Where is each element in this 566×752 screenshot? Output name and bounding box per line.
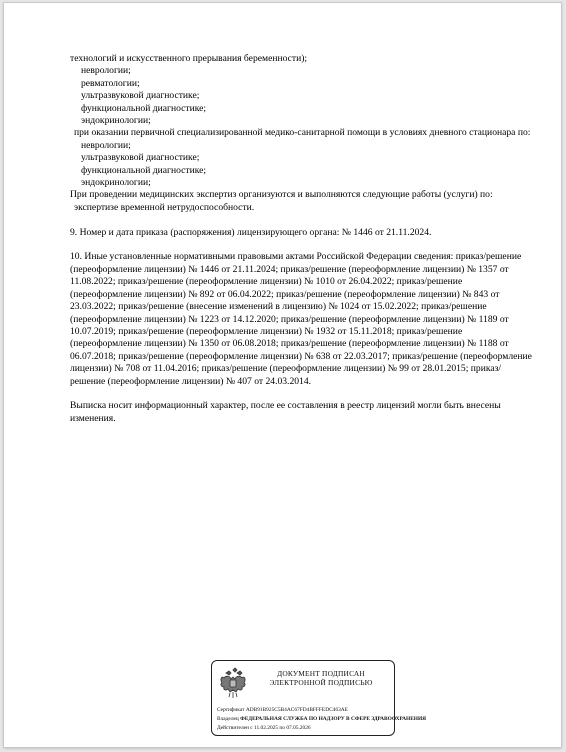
body-line [70,127,535,139]
stamp-title [252,669,390,687]
body-line: эндокринологии; [81,177,151,189]
body-line-text: при оказании первичной специализированной медико-санитарной помощи в условиях дневного стационара по: [74,127,531,139]
electronic-signature-stamp [211,660,427,736]
document-page [4,3,561,747]
body-line: эндокринологии; [81,115,151,127]
body-line: ультразвуковой диагностике; [81,152,200,164]
body-line: ревматологии; [81,77,140,89]
body-line: неврологии; [81,65,131,77]
body-line: При проведении медицинских экспертиз организуются и выполняются следующие работы (услуги) по: [70,189,493,201]
section-9: 9. Номер и дата приказа (распоряжения) лицензирующего органа: № 1446 от 21.11.2024. [70,226,432,238]
coat-of-arms-icon [218,666,248,700]
paragraph-gap [70,214,535,226]
paragraph-gap [70,388,535,400]
body-line: функциональной диагностике; [81,164,207,176]
body-line: технологий и искусственного прерывания беременности); [70,53,308,64]
section-10: 10. Иные установленные нормативными правовыми актами Российской Федерации сведения: приказ/решение (переоформление лицензии) № 1446 от 21.11.2024; приказ/решение (переоформление лицензии) № 1357 от 11.08.2022; приказ/решение (переоформление лицензии) № 1010 от 26.04.2022; приказ/решение (переоформление лицензии) № 892 от 06.04.2022; приказ/решение (переоформление лицензии) № 843 от 23.03.2022; приказ/решение (внесение изменений в лицензию) № 1024 от 15.02.2022; приказ/решение (переоформление лицензии) № 1223 от 14.12.2020; приказ/решение (переоформление лицензии) № 1189 от 10.07.2019; приказ/решение (переоформление лицензии) № 1932 от 15.11.2018; приказ/решение (переоформление лицензии) № 1350 от 06.08.2018; приказ/решение (переоформление лицензии) № 1188 от 06.07.2018; приказ/решение (переоформление лицензии) № 638 от 22.03.2017; приказ/решение (переоформление лицензии) № 708 от 11.04.2016; приказ/решение (переоформление лицензии) № 99 от 28.01.2015; приказ/решение (переоформление лицензии) № 407 от 24.03.2014. [70,251,532,387]
body-line: неврологии; [81,139,131,151]
stamp-title-line: ДОКУМЕНТ ПОДПИСАН [277,669,365,678]
owner-value: ФЕДЕРАЛЬНАЯ СЛУЖБА ПО НАДЗОРУ В СФЕРЕ ЗДРАВООХРАНЕНИЯ [240,716,427,722]
stamp-validity: Действителен с 11.02.2025 по 07.05.2026 [217,725,311,731]
footer-note: Выписка носит информационный характер, после ее составления в реестр лицензий могли быть внесены изменения. [70,400,501,424]
owner-label: Владелец [217,716,239,722]
stamp-title-line: ЭЛЕКТРОННОЙ ПОДПИСЬЮ [269,678,373,687]
body-line: экспертизе временной нетрудоспособности. [74,201,255,213]
body-line: ультразвуковой диагностике; [81,90,200,102]
paragraph-gap [70,239,535,251]
certificate-label: Сертификат [217,707,245,713]
body-line: функциональной диагностике; [81,102,207,114]
document-body [70,53,535,425]
certificate-value: ADB91B925C5B4AC67FD4BFFFEDC463AE [245,707,348,713]
